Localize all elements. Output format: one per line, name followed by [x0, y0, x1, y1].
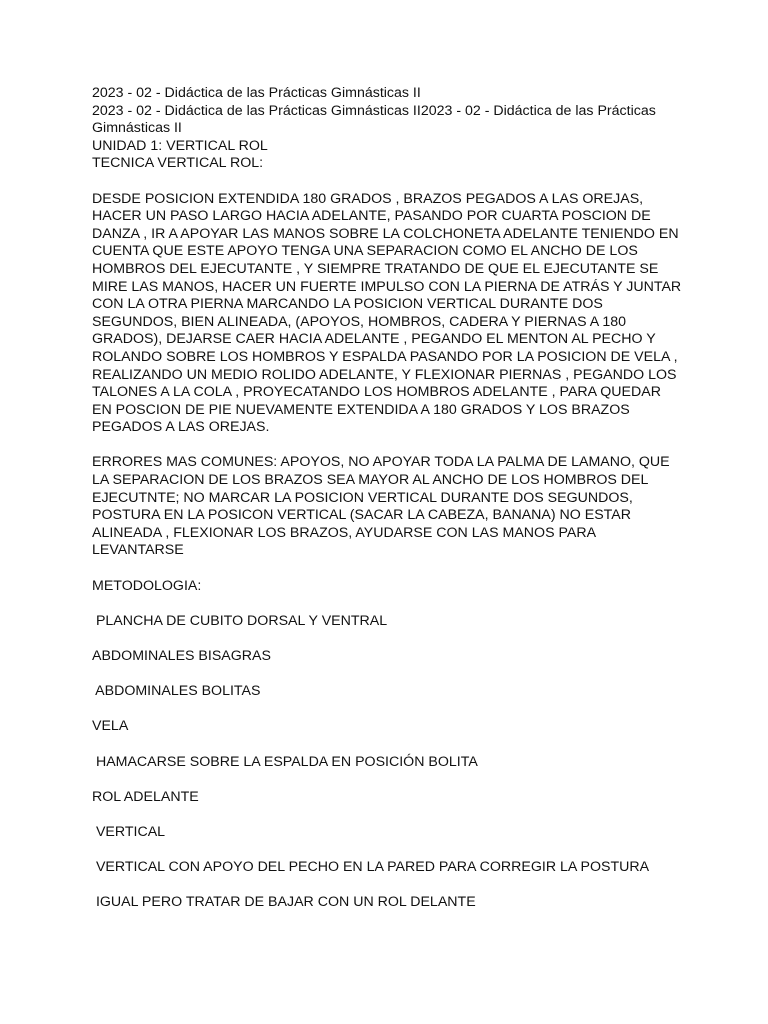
document-header-line-2: 2023 - 02 - Didáctica de las Prácticas Gimnásticas II2023 - 02 - Didáctica de las Prácticas Gimnásticas II	[92, 102, 656, 137]
technique-title: TECNICA VERTICAL ROL:	[92, 155, 264, 172]
methodology-item: ABDOMINALES BISAGRAS	[92, 648, 271, 664]
methodology-item: VELA	[92, 718, 129, 735]
methodology-item: IGUAL PERO TRATAR DE BAJAR CON UN ROL DELANTE	[92, 894, 476, 911]
technique-paragraph: DESDE POSICION EXTENDIDA 180 GRADOS , BRAZOS PEGADOS A LAS OREJAS, HACER UN PASO LARGO HACIA ADELANTE, PASANDO POR CUARTA POSCION DE DANZA , IR A APOYAR LAS MANOS SOBRE LA COLCHONETA ADELANTE TENIENDO EN CUENTA QUE ESTE APOYO TENGA UNA SEPARACION COMO EL ANCHO DE LOS HOMBROS DEL EJECUTANTE , Y SIEMPRE TRATANDO DE QUE EL EJECUTANTE SE MIRE LAS MANOS, HACER UN FUERTE IMPULSO CON LA PIERNA DE ATRÁS Y JUNTAR CON LA OTRA PIERNA MARCANDO LA POSICION VERTICAL DURANTE DOS SEGUNDOS, BIEN ALINEADA, (APOYOS, HOMBROS, CADERA Y PIERNAS A 180 GRADOS), DEJARSE CAER HACIA ADELANTE , PEGANDO EL MENTON AL PECHO Y ROLANDO SOBRE LOS HOMBROS Y ESPALDA PASANDO POR LA POSICION DE VELA , REALIZANDO UN MEDIO ROLIDO ADELANTE, Y FLEXIONAR PIERNAS , PEGANDO LOS TALONES A LA COLA , PROYECATANDO LOS HOMBROS ADELANTE , PARA QUEDAR EN POSCION DE PIE NUEVAMENTE EXTENDIDA A 180 GRADOS Y LOS BRAZOS PEGADOS A LAS OREJAS.	[92, 190, 682, 436]
errors-paragraph: ERRORES MAS COMUNES: APOYOS, NO APOYAR TODA LA PALMA DE LAMANO, QUE LA SEPARACION DE LOS BRAZOS SEA MAYOR AL ANCHO DE LOS HOMBROS DEL EJECUTNTE; NO MARCAR LA POSICION VERTICAL DURANTE DOS SEGUNDOS, POSTURA EN LA POSICON VERTICAL (SACAR LA CABEZA, BANANA) NO ESTAR ALINEADA , FLEXIONAR LOS BRAZOS, AYUDARSE CON LAS MANOS PARA LEVANTARSE	[92, 454, 670, 559]
methodology-item: VERTICAL	[92, 823, 166, 840]
unit-title: UNIDAD 1: VERTICAL ROL	[92, 137, 268, 154]
methodology-list	[92, 613, 682, 912]
methodology-item: ABDOMINALES BOLITAS	[92, 683, 261, 700]
methodology-item: HAMACARSE SOBRE LA ESPALDA EN POSICIÓN BOLITA	[92, 753, 478, 770]
document-body	[92, 85, 682, 912]
document-header-line-1: 2023 - 02 - Didáctica de las Prácticas Gimnásticas II	[92, 85, 421, 101]
methodology-item: PLANCHA DE CUBITO DORSAL Y VENTRAL	[92, 612, 388, 629]
methodology-item: ROL ADELANTE	[92, 788, 199, 805]
methodology-item: VERTICAL CON APOYO DEL PECHO EN LA PARED PARA CORREGIR LA POSTURA	[92, 859, 650, 876]
methodology-title: METODOLOGIA:	[92, 577, 202, 594]
